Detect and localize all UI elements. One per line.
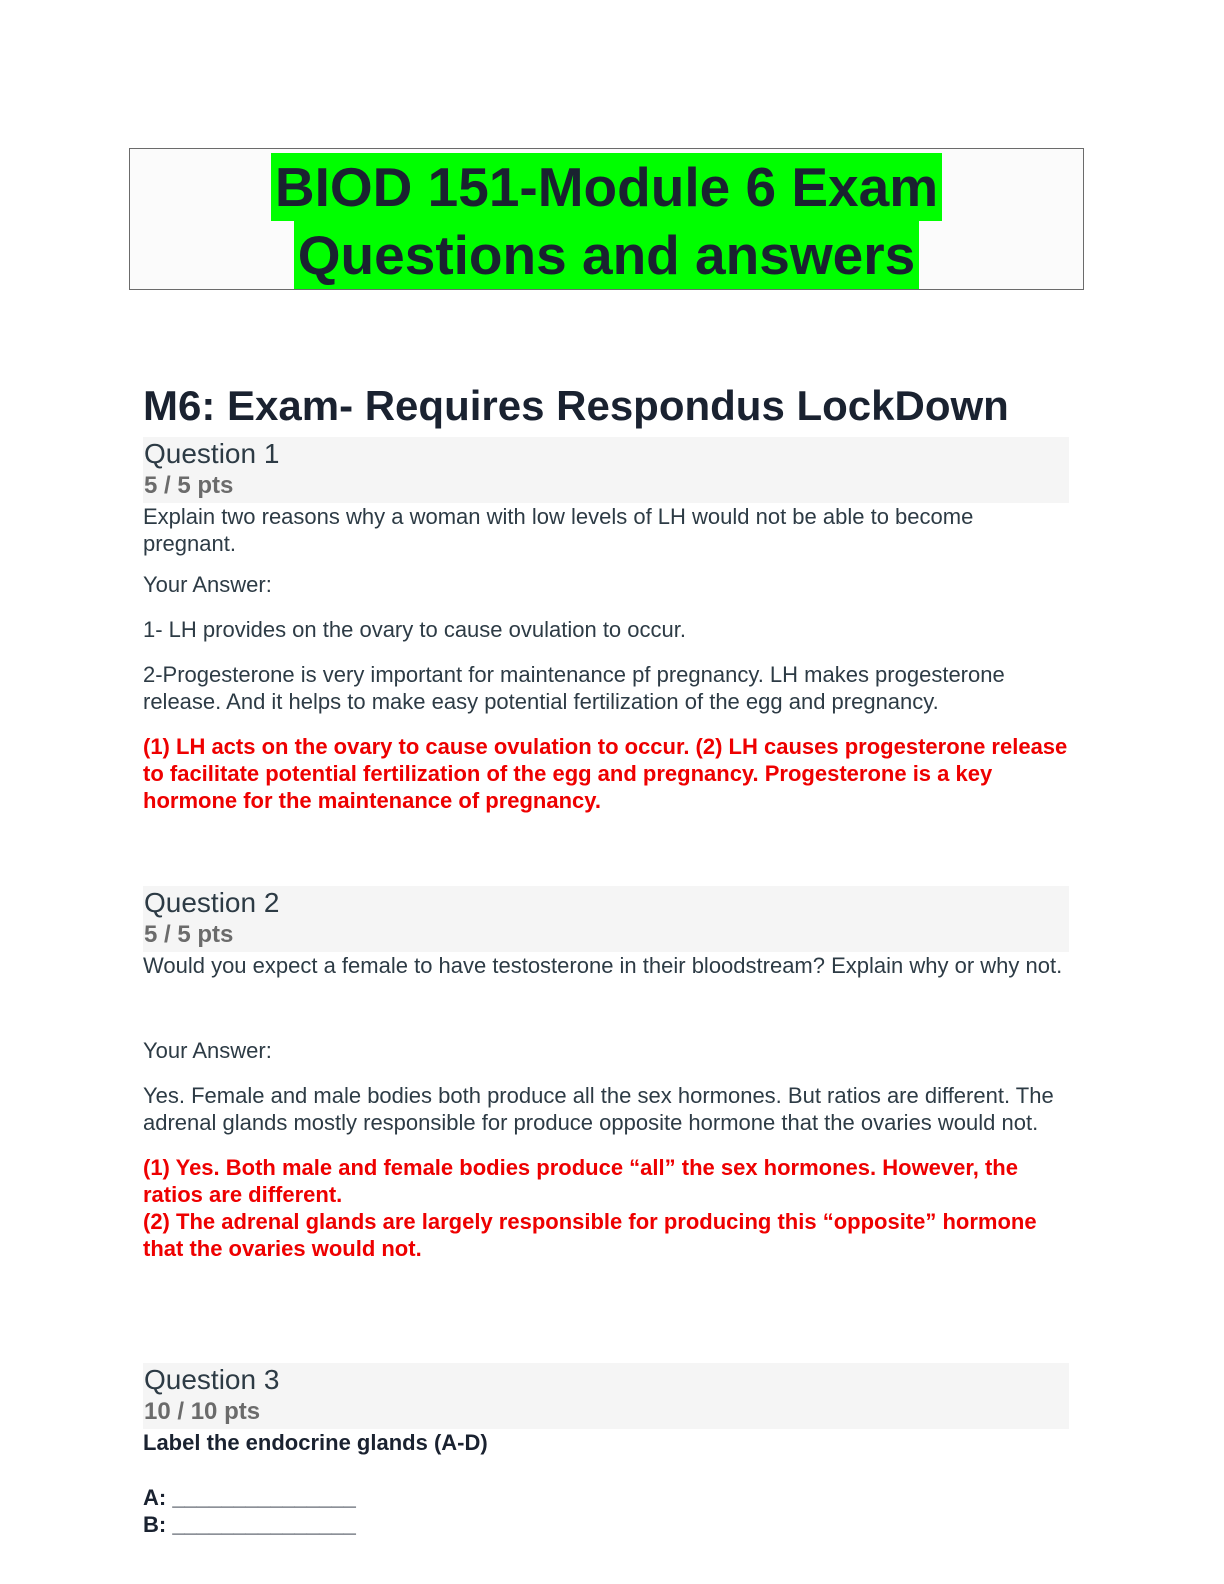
question-header [143, 886, 1069, 952]
correct-answer: (1) LH acts on the ovary to cause ovulation to occur. (2) LH causes progesterone release to facilitate potential fertilization of the egg and pregnancy. Progesterone is a key hormone for the maintenance of pregnancy. [143, 734, 1068, 813]
question-2 [143, 886, 1069, 1262]
question-1 [143, 437, 1069, 814]
document-title-line-1: BIOD 151-Module 6 Exam [271, 153, 942, 221]
your-answer-paragraph: 2-Progesterone is very important for maintenance pf pregnancy. LH makes progesterone release. And it helps to make easy potential fertilization of the egg and pregnancy. [143, 662, 1005, 714]
label-blank-b: B: _______________ [143, 1512, 356, 1537]
question-header [143, 1363, 1069, 1429]
label-blank-a: A: _______________ [143, 1485, 356, 1510]
your-answer-label: Your Answer: [143, 572, 272, 597]
page-heading: M6: Exam- Requires Respondus LockDown [143, 382, 1009, 429]
question-header [143, 437, 1069, 503]
question-points: 5 / 5 pts [144, 472, 234, 499]
your-answer-paragraph: Yes. Female and male bodies both produce all the sex hormones. But ratios are different. The adrenal glands mostly responsible for produce opposite hormone that the ovaries would not. [143, 1083, 1054, 1135]
question-title: Question 2 [144, 887, 280, 918]
question-prompt: Label the endocrine glands (A-D) [143, 1430, 488, 1455]
document-title-line-2: Questions and answers [294, 221, 919, 289]
question-points: 5 / 5 pts [144, 921, 234, 948]
document-title-box [129, 148, 1084, 290]
question-points: 10 / 10 pts [144, 1398, 261, 1425]
question-title: Question 3 [144, 1364, 280, 1395]
your-answer-label: Your Answer: [143, 1038, 272, 1063]
correct-answer: (2) The adrenal glands are largely responsible for producing this “opposite” hormone that the ovaries would not. [143, 1209, 1037, 1261]
question-prompt: Explain two reasons why a woman with low levels of LH would not be able to become pregnant. [143, 504, 974, 556]
question-title: Question 1 [144, 438, 280, 469]
question-prompt: Would you expect a female to have testosterone in their bloodstream? Explain why or why not. [143, 953, 1063, 978]
correct-answer: (1) Yes. Both male and female bodies produce “all” the sex hormones. However, the ratios are different. [143, 1155, 1018, 1207]
your-answer-paragraph: 1- LH provides on the ovary to cause ovulation to occur. [143, 617, 686, 642]
question-3 [143, 1363, 1069, 1538]
